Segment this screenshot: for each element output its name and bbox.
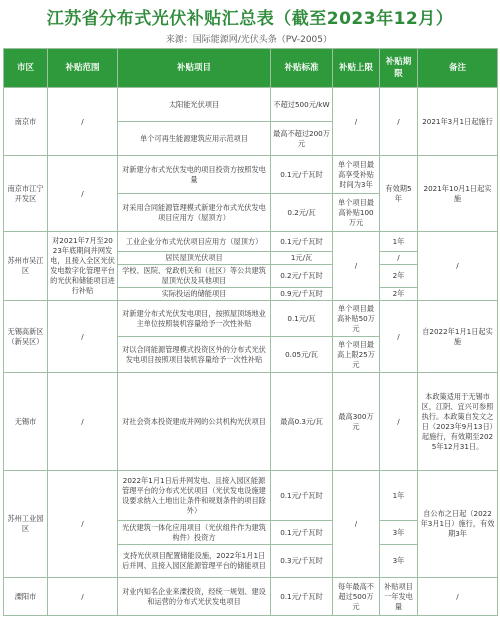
term-cell: / <box>380 301 418 373</box>
standard-cell: 0.1元/千瓦时 <box>271 156 333 194</box>
scope-cell: 对2021年7月至2023年底期间并网发电，且接入全区光伏发电数字化管理平台的光伏和储能项目进行补贴 <box>48 232 118 301</box>
table-row <box>4 471 498 521</box>
header-note: 备注 <box>418 49 498 88</box>
term-cell: 1年 <box>380 232 418 252</box>
project-cell: 实际投运的储能项目 <box>118 288 271 301</box>
note-cell: 自公布之日起（2022年3月1日）施行，有效期3年 <box>418 471 498 578</box>
header-project: 补贴项目 <box>118 49 271 88</box>
standard-cell: 0.1元/千瓦时 <box>271 471 333 521</box>
city-cell: 南京市 <box>4 88 48 156</box>
limit-cell: 每年最高不超过500万元 <box>333 578 380 616</box>
scope-cell: / <box>48 156 118 232</box>
standard-cell: 0.1元/千瓦时 <box>271 232 333 252</box>
table-row <box>4 156 498 194</box>
header-limit: 补贴上限 <box>333 49 380 88</box>
note-cell: 2021年3月1日起施行 <box>418 88 498 156</box>
header-standard: 补贴标准 <box>271 49 333 88</box>
city-cell: 无锡市 <box>4 373 48 471</box>
scope-cell: / <box>48 88 118 156</box>
scope-cell: / <box>48 578 118 616</box>
project-cell: 单个可再生能源建筑应用示范项目 <box>118 122 271 156</box>
term-cell: / <box>380 88 418 156</box>
standard-cell: 0.1元/千瓦时 <box>271 578 333 616</box>
source-line: 来源：国际能源网/光伏头条（PV-2005） <box>165 35 332 45</box>
limit-cell: 单个项目最高享受补贴时间为3年 <box>333 156 380 194</box>
city-cell: 苏州工业园区 <box>4 471 48 578</box>
limit-cell: / <box>333 88 380 156</box>
city-cell: 南京市江宁开发区 <box>4 156 48 232</box>
term-cell: / <box>380 373 418 471</box>
note-cell: 本政策适用于无锡市区，江阴、宜兴可参照执行。本政策自发文之日（2023年9月13日）起施行，有效期至2025年12月31日。 <box>418 373 498 471</box>
term-cell: 2年 <box>380 265 418 288</box>
city-cell: 无锡高新区（新吴区） <box>4 301 48 373</box>
header-scope: 补贴范围 <box>48 49 118 88</box>
standard-cell: 1元/瓦 <box>271 252 333 265</box>
scope-cell: / <box>48 471 118 578</box>
project-cell: 工业企业分布式光伏项目应用方（屋顶方） <box>118 232 271 252</box>
project-cell: 支持光伏项目配置储能设施，2022年1月1日后并网、且接入园区能源管理平台的储能项目 <box>118 545 271 578</box>
limit-cell: / <box>333 232 380 301</box>
limit-cell: 单个项目最高补贴50万元 <box>333 301 380 337</box>
standard-cell: 0.05元/瓦 <box>271 337 333 373</box>
limit-cell: 最高300万元 <box>333 373 380 471</box>
header-row <box>4 49 498 88</box>
project-cell: 光伏建筑一体化应用项目（光伏组件作为建筑构件）投资方 <box>118 521 271 545</box>
header-city: 市区 <box>4 49 48 88</box>
note-cell: 自2022年1月1日起实施 <box>418 301 498 373</box>
standard-cell: 0.9元/千瓦时 <box>271 288 333 301</box>
project-cell: 居民屋顶光伏项目 <box>118 252 271 265</box>
limit-cell: / <box>333 471 380 578</box>
table-row <box>4 373 498 471</box>
note-cell: / <box>418 232 498 301</box>
header-term: 补贴期限 <box>380 49 418 88</box>
standard-cell: 0.1元/瓦 <box>271 301 333 337</box>
project-cell: 对新建分布式光伏发电的项目投资方按照发电量 <box>118 156 271 194</box>
project-cell: 对采用合同能源管理模式新建分布式光伏发电项目应用方（屋顶方） <box>118 194 271 232</box>
term-cell: 3年 <box>380 521 418 545</box>
standard-cell: 0.1元/千瓦时 <box>271 521 333 545</box>
subsidy-table <box>3 48 498 616</box>
term-cell: 2年 <box>380 288 418 301</box>
standard-cell: 最高不超过200万元 <box>271 122 333 156</box>
term-cell: 1年 <box>380 471 418 521</box>
project-cell: 太阳能光伏项目 <box>118 88 271 122</box>
limit-cell: 单个项目最高上限25万元 <box>333 337 380 373</box>
project-cell: 对业内知名企业来溧投资，经统一规划、建设和运营的分布式光伏发电项目 <box>118 578 271 616</box>
city-cell: 苏州市吴江区 <box>4 232 48 301</box>
term-cell: / <box>380 252 418 265</box>
page-title: 江苏省分布式光伏补贴汇总表（截至2023年12月） <box>46 9 454 29</box>
note-cell: / <box>418 578 498 616</box>
term-cell: 有效期5年 <box>380 156 418 232</box>
note-cell: 2021年10月1日起实施 <box>418 156 498 232</box>
limit-cell: 单个项目最高补贴100万元 <box>333 194 380 232</box>
project-cell: 学校、医院、党政机关和（社区）等公共建筑屋顶光伏及其他项目 <box>118 265 271 288</box>
table-row <box>4 301 498 337</box>
table-row <box>4 578 498 616</box>
scope-cell: / <box>48 301 118 373</box>
table-row <box>4 232 498 252</box>
project-cell: 对以合同能源管理模式投资区外的分布式光伏发电项目按照项目装机容量给予一次性补贴 <box>118 337 271 373</box>
term-cell: 3年 <box>380 545 418 578</box>
project-cell: 2022年1月1日后并网发电、且接入园区能源管理平台的分布式光伏项目（光伏发电设施建设要求纳入土地出让条件和规划条件的项目除外） <box>118 471 271 521</box>
scope-cell: / <box>48 373 118 471</box>
standard-cell: 不超过500元/kW <box>271 88 333 122</box>
standard-cell: 0.3元/千瓦时 <box>271 545 333 578</box>
standard-cell: 最高0.3元/瓦 <box>271 373 333 471</box>
city-cell: 溧阳市 <box>4 578 48 616</box>
table-row <box>4 88 498 122</box>
project-cell: 对社会资本投资建成并网的公共机构光伏项目 <box>118 373 271 471</box>
standard-cell: 0.2元/千瓦时 <box>271 265 333 288</box>
standard-cell: 0.2元/瓦 <box>271 194 333 232</box>
term-cell: 补贴项目一年发电量 <box>380 578 418 616</box>
project-cell: 对新建分布式光伏发电项目，按照屋顶场地业主单位按照装机容量给予一次性补贴 <box>118 301 271 337</box>
